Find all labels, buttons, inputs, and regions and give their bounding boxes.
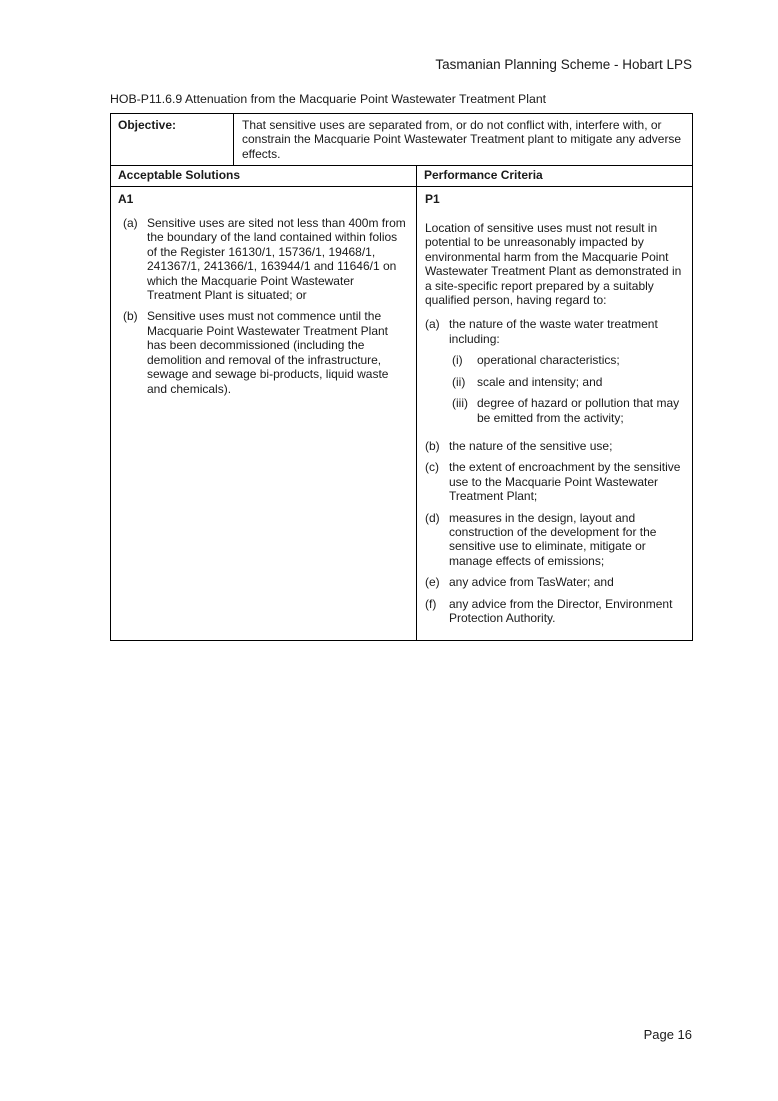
acceptable-solutions-header: Acceptable Solutions xyxy=(111,166,417,186)
sub-list xyxy=(452,353,686,425)
list-item-label: (a) xyxy=(425,317,440,332)
running-header: Tasmanian Planning Scheme - Hobart LPS xyxy=(435,57,692,72)
list-item xyxy=(425,575,686,589)
list-item xyxy=(425,511,686,569)
performance-criteria-cell xyxy=(417,186,693,641)
list-item-label: (b) xyxy=(425,438,440,453)
column-header-row xyxy=(111,166,693,186)
list-item-label: (iii) xyxy=(452,396,468,411)
list-item-body xyxy=(449,460,686,503)
list-item-label: (ii) xyxy=(452,374,466,389)
page-number: Page 16 xyxy=(643,1027,692,1042)
list-item xyxy=(123,216,410,302)
list-item-text: operational characteristics; xyxy=(477,353,620,368)
list-item xyxy=(123,309,410,395)
list-item xyxy=(452,396,686,425)
list-item xyxy=(425,317,686,431)
list-item-text: scale and intensity; and xyxy=(477,374,603,389)
list-item-text: any advice from the Director, Environment Protection Authority. xyxy=(449,596,673,625)
list-item-body xyxy=(477,353,686,367)
objective-label: Objective: xyxy=(111,114,234,166)
performance-criteria-id: P1 xyxy=(425,191,440,206)
list-item-text: the extent of encroachment by the sensitive use to the Macquarie Point Wastewater Treatment Plant; xyxy=(449,460,681,504)
list-item xyxy=(425,460,686,503)
list-item-body xyxy=(449,439,686,453)
list-item-text: any advice from TasWater; and xyxy=(449,575,614,590)
list-item-label: (e) xyxy=(425,575,440,590)
list-item-label: (a) xyxy=(123,216,138,231)
list-item-text: Sensitive uses are sited not less than 400m from the boundary of the land contained within folios of the Register 16130/1, 15736/1, 19468/1, 241367/1, 241366/1, 163944/1 and 11646/1 on which the Macquarie Point Wastewater Treatment Plant is situated; or xyxy=(147,216,406,303)
list-item xyxy=(452,353,686,367)
acceptable-solutions-id: A1 xyxy=(118,191,134,206)
list-item xyxy=(452,375,686,389)
list-item-body xyxy=(147,216,410,302)
section-title: HOB-P11.6.9 Attenuation from the Macquarie Point Wastewater Treatment Plant xyxy=(110,92,547,106)
acceptable-solutions-list xyxy=(118,216,410,396)
list-item-text: degree of hazard or pollution that may be emitted from the activity; xyxy=(477,396,680,425)
list-item-label: (c) xyxy=(425,460,439,475)
list-item-text: the nature of the waste water treatment including: xyxy=(449,317,658,346)
list-item-text: the nature of the sensitive use; xyxy=(449,438,613,453)
list-item-label: (i) xyxy=(452,353,463,368)
list-item-body xyxy=(449,597,686,626)
list-item-body xyxy=(477,375,686,389)
objective-text: That sensitive uses are separated from, or do not conflict with, interfere with, or constrain the Macquarie Point Wastewater Treatment plant to mitigate any adverse effects. xyxy=(234,114,693,166)
list-item-label: (b) xyxy=(123,309,138,324)
performance-criteria-header: Performance Criteria xyxy=(417,166,693,186)
list-item-label: (f) xyxy=(425,596,437,611)
acceptable-solutions-cell xyxy=(111,186,417,641)
list-item-body xyxy=(477,396,686,425)
list-item-body xyxy=(147,309,410,395)
list-item-body xyxy=(449,511,686,569)
list-item-text: Sensitive uses must not commence until the Macquarie Point Wastewater Treatment Plant has been decommissioned (including the demolition and removal of the infrastructure, sewage and sewage bi-products, liquid waste and chemicals). xyxy=(147,309,389,396)
list-item-body xyxy=(449,575,686,589)
list-item xyxy=(425,439,686,453)
performance-criteria-intro: Location of sensitive uses must not result in potential to be unreasonably impacted by environmental harm from the Macquarie Point Wastewater Treatment Plant as demonstrated in a site-specific report prepared by a suitably qualified person, having regard to: xyxy=(425,221,682,308)
objective-row xyxy=(111,114,693,166)
list-item-text: measures in the design, layout and construction of the development for the sensitive use to eliminate, mitigate or manage effects of emissions; xyxy=(449,510,657,568)
list-item xyxy=(425,597,686,626)
standards-table xyxy=(110,113,693,641)
list-item-body xyxy=(449,317,686,431)
standards-body-row xyxy=(111,186,693,641)
list-item-label: (d) xyxy=(425,510,440,525)
performance-criteria-list xyxy=(425,317,686,625)
